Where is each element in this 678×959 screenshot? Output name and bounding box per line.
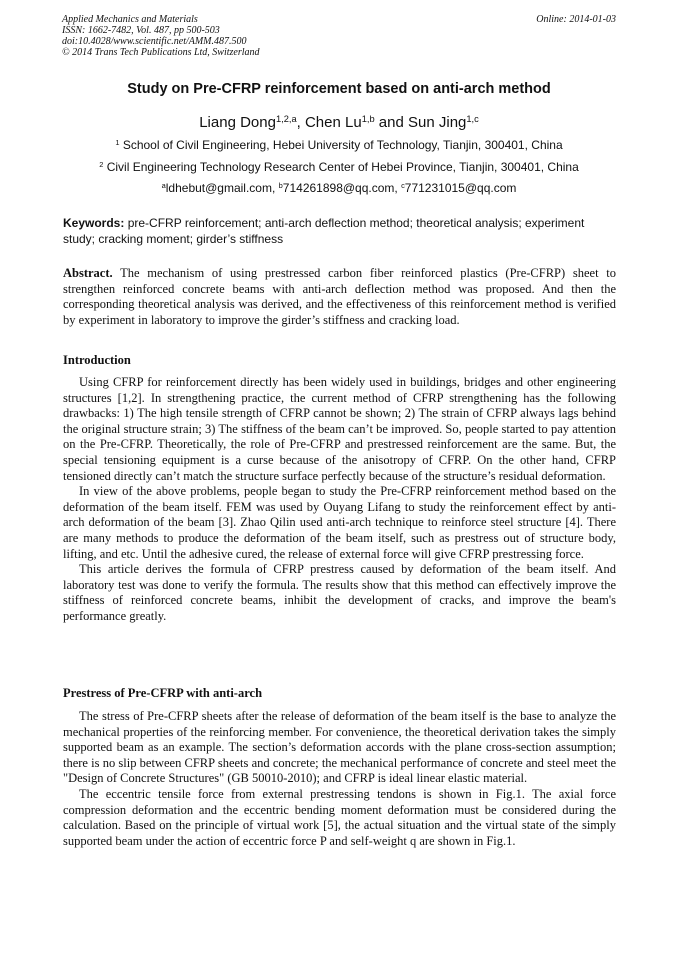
introduction-body xyxy=(63,375,616,625)
affiliation-1 xyxy=(30,138,648,152)
email-sup: a xyxy=(161,180,166,190)
abstract-text: The mechanism of using prestressed carbon fiber reinforced plastics (Pre-CFRP) sheet to strengthen reinforced concrete beams with anti-arch deflection method was proposed. And then the corresponding theoretical analysis was derived, and the effectiveness of this reinforcement method is verified by experiment in laboratory to improve the girder’s stiffness and cracking load. xyxy=(63,266,616,327)
keywords xyxy=(63,215,616,247)
author-affil-sup: 1,c xyxy=(466,113,479,124)
author-name: Sun Jing xyxy=(408,114,467,131)
journal-name: Applied Mechanics and Materials xyxy=(62,14,198,25)
author-separator: and xyxy=(374,114,408,131)
affiliation-sup: 1 xyxy=(115,137,120,147)
affiliation-text: School of Civil Engineering, Hebei University of Technology, Tianjin, 300401, China xyxy=(119,138,563,152)
section2-body xyxy=(63,709,616,849)
author-separator: , xyxy=(296,114,305,131)
email-sup: c xyxy=(401,180,405,190)
copyright-line: © 2014 Trans Tech Publications Ltd, Switzerland xyxy=(62,47,260,58)
paragraph: The stress of Pre-CFRP sheets after the release of deformation of the beam itself is the base to analyze the mechanical properties of the reinforcing member. For convenience, the theoretical derivation takes the simply supported beam as an example. The section’s deformation accords with the plane cross-section assumption; there is no slip between CFRP sheets and concrete; the mechanical performance of concrete and steel meet the "Design of Concrete Structures" (GB 50010-2010); and CFRP is ideal linear elastic material. xyxy=(63,709,616,786)
abstract-label: Abstract. xyxy=(63,266,113,280)
author-list xyxy=(40,114,638,131)
paragraph: Using CFRP for reinforcement directly has been widely used in buildings, bridges and other engineering structures [1,2]. In strengthening practice, the current method of CFRP strengthening has the following drawbacks: 1) The high tensile strength of CFRP cannot be shown; 2) The strain of CFRP always lags behind the original structure strain; 3) The stiffness of the beam can’t be improved. So, people started to pay attention on the Pre-CFRP. Theoretically, the role of Pre-CFRP and prestressed reinforcement are the same. But, the special tensioning equipment is a curse because of the anisotropy of CFRP. On the other hand, CFRP tensioned directly can’t match the structure surface perfectly because of the structure’s residual deformation. xyxy=(63,375,616,483)
author-name: Liang Dong xyxy=(199,114,276,131)
email-address: 714261898@qq.com, xyxy=(282,181,402,195)
email-address: 771231015@qq.com xyxy=(404,181,517,195)
paragraph: In view of the above problems, people began to study the Pre-CFRP reinforcement method based on the deformation of the beam itself. FEM was used by Ouyang Lifang to study the reinforcement effect by anti-arch deformation of the beam [3]. Zhao Qilin used anti-arch technique to reinforce steel structure [4]. There are many methods to produce the deformation of the beam itself, such as prestress out of structure body, lifting, and etc. Until the adhesive cured, the release of external force will give CFRP prestressing force. xyxy=(63,484,616,561)
keywords-text: pre-CFRP reinforcement; anti-arch deflection method; theoretical analysis; experiment study; cracking moment; girder’s stiffness xyxy=(63,216,585,246)
issn-line: ISSN: 1662-7482, Vol. 487, pp 500-503 xyxy=(62,25,220,36)
email-sup: b xyxy=(278,180,283,190)
section-heading-introduction: Introduction xyxy=(63,353,131,367)
paper-title: Study on Pre-CFRP reinforcement based on anti-arch method xyxy=(127,81,551,97)
doi-line: doi:10.4028/www.scientific.net/AMM.487.500 xyxy=(62,36,247,47)
affiliation-sup: 2 xyxy=(99,159,104,169)
author-affil-sup: 1,b xyxy=(361,113,375,124)
affiliation-text: Civil Engineering Technology Research Center of Hebei Province, Tianjin, 300401, China xyxy=(103,160,579,174)
email-address: ldhebut@gmail.com, xyxy=(165,181,279,195)
email-line xyxy=(30,181,648,195)
paragraph: The eccentric tensile force from external prestressing tendons is shown in Fig.1. The axial force compression deformation and the eccentric bending moment deformation must be considered during the calculation. Based on the principle of virtual work [5], the actual situation and the virtual state of the simply supported beam under the action of eccentric force P and self-weight q are shown in Fig.1. xyxy=(63,786,616,848)
affiliation-2 xyxy=(30,160,648,174)
abstract xyxy=(63,266,616,328)
journal-header xyxy=(62,14,616,58)
section-heading-prestress: Prestress of Pre-CFRP with anti-arch xyxy=(63,686,263,700)
paragraph: This article derives the formula of CFRP prestress caused by deformation of the beam itself. And laboratory test was done to verify the formula. The results show that this method can effectively improve the stiffness of reinforced concrete beams, inhibit the development of cracks, and improve the beam's performance greatly. xyxy=(63,562,616,623)
author-name: Chen Lu xyxy=(304,114,362,131)
keywords-label: Keywords: xyxy=(63,216,125,230)
author-affil-sup: 1,2,a xyxy=(275,113,297,124)
online-date: Online: 2014-01-03 xyxy=(536,14,616,25)
